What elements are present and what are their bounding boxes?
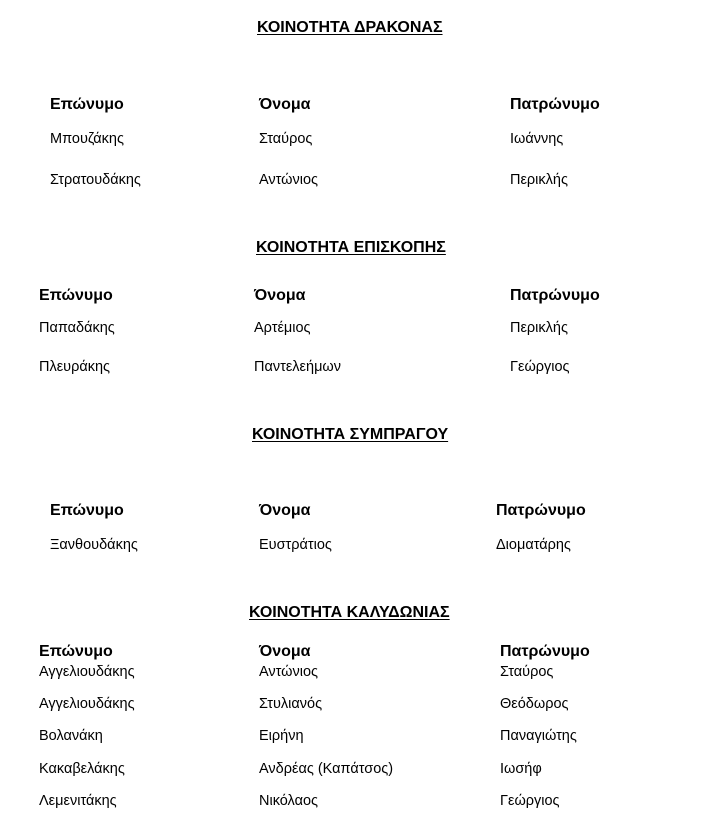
cell-surname: Κακαβελάκης bbox=[39, 761, 125, 777]
cell-patronymic: Γεώργιος bbox=[510, 359, 570, 375]
cell-name: Νικόλαος bbox=[259, 793, 319, 809]
header-name: Όνομα bbox=[259, 643, 311, 660]
cell-surname: Πλευράκης bbox=[39, 359, 111, 375]
section-title-symbragou: ΚΟΙΝΟΤΗΤΑ ΣΥΜΠΡΑΓΟΥ bbox=[252, 426, 449, 443]
cell-surname: Ξανθουδάκης bbox=[50, 537, 138, 553]
cell-patronymic: Διοματάρης bbox=[496, 537, 571, 553]
header-name: Όνομα bbox=[259, 96, 311, 113]
cell-name: Ανδρέας (Καπάτσος) bbox=[259, 761, 394, 777]
cell-surname: Αγγελιουδάκης bbox=[39, 696, 135, 712]
header-patronymic: Πατρώνυμο bbox=[510, 96, 600, 113]
cell-patronymic: Σταύρος bbox=[500, 664, 554, 680]
cell-surname: Παπαδάκης bbox=[39, 320, 115, 336]
cell-name: Αρτέμιος bbox=[254, 320, 311, 336]
cell-name: Παντελεήμων bbox=[254, 359, 341, 375]
header-surname: Επώνυμο bbox=[50, 96, 124, 113]
header-surname: Επώνυμο bbox=[39, 287, 113, 304]
cell-patronymic: Ιωάννης bbox=[510, 131, 564, 147]
cell-surname: Στρατουδάκης bbox=[50, 172, 141, 188]
cell-name: Ειρήνη bbox=[259, 728, 304, 744]
cell-patronymic: Θεόδωρος bbox=[500, 696, 569, 712]
section-title-drakonas: ΚΟΙΝΟΤΗΤΑ ΔΡΑΚΟΝΑΣ bbox=[257, 19, 443, 36]
cell-surname: Λεμενιτάκης bbox=[39, 793, 117, 809]
section-title-kalydonias: ΚΟΙΝΟΤΗΤΑ ΚΑΛΥΔΩΝΙΑΣ bbox=[249, 604, 450, 621]
cell-patronymic: Ιωσήφ bbox=[500, 761, 542, 777]
cell-surname: Αγγελιουδάκης bbox=[39, 664, 135, 680]
cell-name: Ευστράτιος bbox=[259, 537, 332, 553]
header-patronymic: Πατρώνυμο bbox=[500, 643, 590, 660]
header-patronymic: Πατρώνυμο bbox=[496, 502, 586, 519]
header-name: Όνομα bbox=[254, 287, 306, 304]
header-surname: Επώνυμο bbox=[50, 502, 124, 519]
cell-patronymic: Γεώργιος bbox=[500, 793, 560, 809]
section-title-episkopis: ΚΟΙΝΟΤΗΤΑ ΕΠΙΣΚΟΠΗΣ bbox=[256, 239, 446, 256]
header-surname: Επώνυμο bbox=[39, 643, 113, 660]
cell-patronymic: Περικλής bbox=[510, 320, 568, 336]
header-name: Όνομα bbox=[259, 502, 311, 519]
cell-patronymic: Περικλής bbox=[510, 172, 568, 188]
cell-name: Αντώνιος bbox=[259, 664, 319, 680]
cell-surname: Μπουζάκης bbox=[50, 131, 124, 147]
cell-surname: Βολανάκη bbox=[39, 728, 103, 744]
cell-name: Στυλιανός bbox=[259, 696, 323, 712]
cell-name: Σταύρος bbox=[259, 131, 313, 147]
cell-name: Αντώνιος bbox=[259, 172, 319, 188]
header-patronymic: Πατρώνυμο bbox=[510, 287, 600, 304]
cell-patronymic: Παναγιώτης bbox=[500, 728, 577, 744]
